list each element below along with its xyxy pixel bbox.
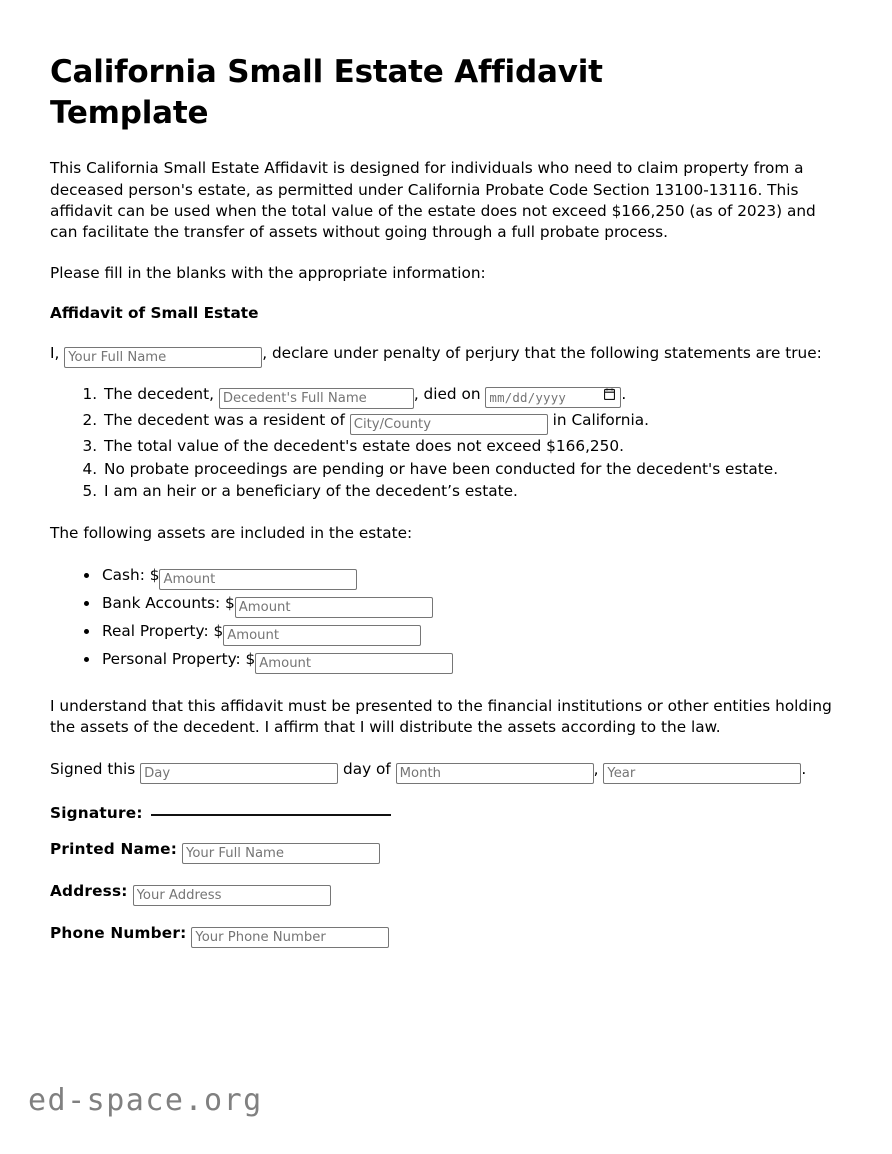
- intro-paragraph: This California Small Estate Affidavit is designed for individuals who need to claim property from a deceased person's estate, as permitted under California Probate Code Section 13100-13116. This affidavit can be used when the total value of the estate does not exceed $166,250 (as of 2023) and can facilitate the transfer of assets without going through a full probate process.: [50, 159, 816, 241]
- assets-list: [50, 564, 842, 674]
- bank-accounts-amount-input[interactable]: [235, 597, 433, 618]
- statement-item-3: 3. The total value of the decedent's estate does not exceed $166,250.: [102, 436, 842, 458]
- statement-1-pre: The decedent,: [104, 384, 214, 403]
- asset-label-personal-property: Personal Property: $: [102, 650, 256, 669]
- signed-prefix: Signed this: [50, 760, 136, 779]
- personal-property-amount-input[interactable]: [255, 653, 453, 674]
- instruction-paragraph: Please fill in the blanks with the appropriate information:: [50, 263, 486, 282]
- signed-mid: day of: [343, 760, 391, 779]
- declaration-prefix: I,: [50, 343, 60, 362]
- declarant-name-input[interactable]: [64, 347, 262, 368]
- affirmation-paragraph: I understand that this affidavit must be presented to the financial institutions or other entities holding the assets of the decedent. I affirm that I will distribute the assets according to the law.: [50, 697, 832, 737]
- phone-number-input[interactable]: [191, 927, 389, 948]
- signature-rule: [151, 802, 391, 816]
- statement-item-1: [102, 384, 842, 409]
- declaration-line: [50, 342, 842, 368]
- asset-label-bank-accounts: Bank Accounts: $: [102, 594, 235, 613]
- site-watermark: ed-space.org: [28, 1083, 263, 1118]
- asset-item-real-property: [100, 620, 842, 646]
- statement-item-4: 4. No probate proceedings are pending or have been conducted for the decedent's estate.: [102, 459, 842, 481]
- printed-name-row: [50, 840, 842, 864]
- statement-item-5: 5. I am an heir or a beneficiary of the decedent’s estate.: [102, 481, 842, 503]
- section-heading-affidavit: Affidavit of Small Estate: [50, 303, 259, 322]
- assets-lead-in: The following assets are included in the estate:: [50, 524, 413, 543]
- address-label: Address:: [50, 882, 128, 901]
- asset-label-cash: Cash: $: [102, 566, 160, 585]
- real-property-amount-input[interactable]: [223, 625, 421, 646]
- signed-day-input[interactable]: [140, 763, 338, 784]
- address-input[interactable]: [133, 885, 331, 906]
- statement-2-post: in California.: [552, 410, 649, 429]
- decedent-name-input[interactable]: [219, 388, 414, 409]
- signed-year-input[interactable]: [603, 763, 801, 784]
- signed-month-input[interactable]: [396, 763, 594, 784]
- statement-item-2: [102, 410, 842, 435]
- page-title: California Small Estate Affidavit Template: [50, 54, 603, 132]
- signed-date-line: [50, 758, 842, 784]
- statement-1-mid: , died on: [413, 384, 481, 403]
- signature-label: Signature:: [50, 804, 143, 823]
- signed-period: .: [801, 760, 807, 779]
- phone-number-row: [50, 924, 842, 948]
- cash-amount-input[interactable]: [159, 569, 357, 590]
- asset-label-real-property: Real Property: $: [102, 622, 224, 641]
- address-row: [50, 882, 842, 906]
- asset-item-bank-accounts: [100, 592, 842, 618]
- statement-2-pre: The decedent was a resident of: [104, 410, 345, 429]
- declaration-suffix: , declare under penalty of perjury that the following statements are true:: [262, 343, 822, 362]
- city-county-input[interactable]: [350, 414, 548, 435]
- printed-name-label: Printed Name:: [50, 840, 178, 859]
- asset-item-cash: [100, 564, 842, 590]
- death-date-input[interactable]: [485, 387, 621, 408]
- statements-list: [50, 384, 842, 503]
- asset-item-personal-property: [100, 648, 842, 674]
- signature-row: [50, 802, 842, 822]
- statement-1-post: .: [621, 384, 627, 403]
- signed-comma: ,: [593, 760, 599, 779]
- death-date-wrapper: [485, 384, 621, 408]
- printed-name-input[interactable]: [182, 843, 380, 864]
- phone-number-label: Phone Number:: [50, 924, 187, 943]
